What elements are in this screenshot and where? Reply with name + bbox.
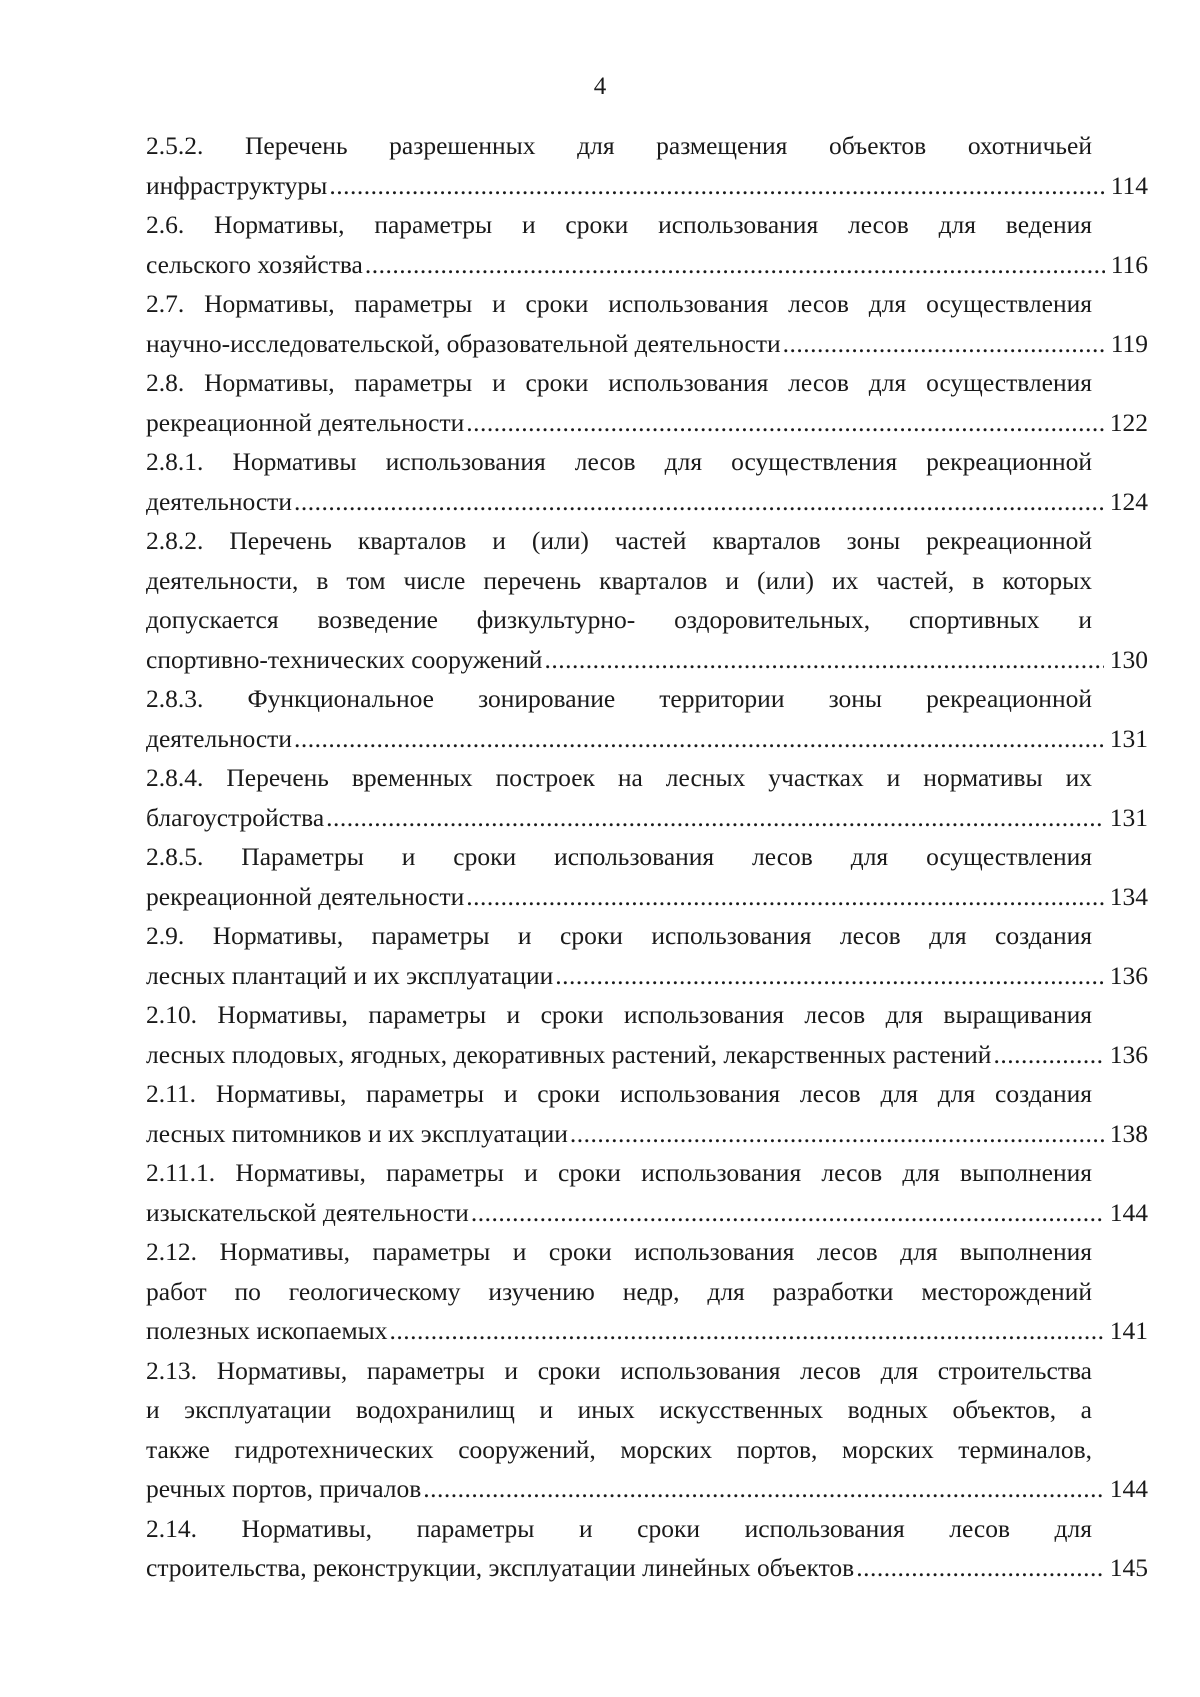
toc-entry-last-line (146, 640, 1148, 680)
toc-entry[interactable] (146, 126, 1148, 205)
page-number: 4 (593, 73, 607, 100)
dot-leader (471, 1193, 1104, 1233)
toc-entry-last-line (146, 1548, 1148, 1588)
toc-entry-title-end: деятельности (146, 723, 292, 753)
toc-entry[interactable] (146, 758, 1148, 837)
toc-entry-last-line (146, 1035, 1148, 1075)
dot-leader (390, 1311, 1104, 1351)
toc-entry-last-line (146, 324, 1148, 364)
toc-entry-title-end: деятельности (146, 486, 292, 516)
toc-entry-title-end: лесных питомников и их эксплуатации (146, 1118, 568, 1148)
toc-entry-title-end: благоустройства (146, 802, 325, 832)
toc-page-number: 138 (1109, 1118, 1148, 1148)
dot-leader (993, 1035, 1103, 1075)
toc-entry-title-end: спортивно-технических сооружений (146, 644, 543, 674)
toc-entry-line: 2.8. Нормативы, параметры и сроки использования лесов для осуществления (146, 368, 1092, 397)
toc-entry[interactable] (146, 1509, 1148, 1588)
toc-page-number: 131 (1109, 802, 1148, 832)
toc-entry-line: 2.8.5. Параметры и сроки использования лесов для осуществления (146, 842, 1092, 871)
toc-entry-last-line (146, 482, 1148, 522)
toc-entry[interactable] (146, 1232, 1148, 1351)
toc-page-number: 130 (1109, 644, 1148, 674)
toc-entry-line: 2.8.2. Перечень кварталов и (или) частей кварталов зоны рекреационной (146, 526, 1092, 555)
toc-entry-line: 2.14. Нормативы, параметры и сроки использования лесов для (146, 1513, 1092, 1543)
toc-entry-line: работ по геологическому изучению недр, для разработки месторождений (146, 1276, 1092, 1306)
toc-page-number: 136 (1109, 1039, 1148, 1069)
toc-entry-last-line (146, 245, 1148, 285)
toc-entry[interactable] (146, 442, 1148, 521)
toc-entry-line: 2.10. Нормативы, параметры и сроки использования лесов для выращивания (146, 1000, 1092, 1029)
toc-entry-title-end: речных портов, причалов (146, 1474, 422, 1503)
toc-entry-title-end: инфраструктуры (146, 170, 328, 200)
toc-entry-line: 2.13. Нормативы, параметры и сроки использования лесов для строительства (146, 1355, 1092, 1385)
toc-entry-line: 2.11. Нормативы, параметры и сроки использования лесов для для создания (146, 1079, 1092, 1108)
toc-entry-last-line (146, 403, 1148, 443)
toc-entry-title-end: полезных ископаемых (146, 1316, 388, 1345)
dot-leader (466, 877, 1104, 917)
toc-entry-title-end: лесных плодовых, ягодных, декоративных растений, лекарственных растений (146, 1039, 992, 1069)
toc-entry-line: 2.9. Нормативы, параметры и сроки использования лесов для создания (146, 921, 1092, 950)
toc-page-number: 119 (1110, 328, 1148, 358)
toc-entry-last-line (146, 166, 1148, 206)
toc-entry[interactable] (146, 1153, 1148, 1232)
toc-entry-line: 2.7. Нормативы, параметры и сроки использования лесов для осуществления (146, 289, 1092, 318)
toc-entry-title-end: изыскательской деятельности (146, 1197, 469, 1227)
toc-entry[interactable] (146, 205, 1148, 284)
toc-entry-line: и эксплуатации водохранилищ и иных искусственных водных объектов, а (146, 1395, 1092, 1424)
toc-page-number: 136 (1109, 960, 1148, 990)
toc-entry-title-end: строительства, реконструкции, эксплуатации линейных объектов (146, 1553, 855, 1582)
toc-entry-line: также гидротехнических сооружений, морских портов, морских терминалов, (146, 1434, 1092, 1464)
toc-entry-last-line (146, 1114, 1148, 1154)
toc-page-number: 144 (1109, 1197, 1148, 1227)
toc-entry-last-line (146, 1469, 1148, 1509)
dot-leader (856, 1548, 1104, 1588)
dot-leader (555, 956, 1103, 996)
dot-leader (544, 640, 1103, 680)
toc-entry-title-end: рекреационной деятельности (146, 881, 465, 911)
dot-leader (466, 403, 1104, 443)
toc-entry-line: 2.8.4. Перечень временных построек на лесных участках и нормативы их (146, 763, 1092, 792)
toc-entry-title-end: научно-исследовательской, образовательной деятельности (146, 328, 781, 358)
toc-entry-line: 2.5.2. Перечень разрешенных для размещения объектов охотничьей (146, 131, 1092, 160)
dot-leader (294, 719, 1104, 759)
toc-entry-last-line (146, 719, 1148, 759)
toc-page-number: 134 (1109, 881, 1148, 911)
toc-page-number: 144 (1109, 1474, 1148, 1503)
toc-page-number: 141 (1109, 1316, 1148, 1345)
toc-page-number: 116 (1110, 249, 1148, 279)
toc-entry[interactable] (146, 1074, 1148, 1153)
dot-leader (365, 245, 1105, 285)
toc-page-number: 131 (1109, 723, 1148, 753)
dot-leader (294, 482, 1104, 522)
toc-entry-line: 2.8.1. Нормативы использования лесов для осуществления рекреационной (146, 447, 1092, 476)
toc-page-number: 114 (1110, 170, 1148, 200)
toc-entry-line: 2.6. Нормативы, параметры и сроки использования лесов для ведения (146, 210, 1092, 239)
toc-entry[interactable] (146, 363, 1148, 442)
toc-entry-last-line (146, 1193, 1148, 1233)
toc-entry[interactable] (146, 916, 1148, 995)
toc-entry[interactable] (146, 837, 1148, 916)
table-of-contents (146, 126, 1148, 1588)
dot-leader (329, 166, 1104, 206)
toc-entry[interactable] (146, 995, 1148, 1074)
toc-page-number: 124 (1109, 486, 1148, 516)
toc-page-number: 145 (1109, 1553, 1148, 1582)
dot-leader (326, 798, 1104, 838)
dot-leader (423, 1469, 1104, 1509)
toc-entry-line: допускается возведение физкультурно- оздоровительных, спортивных и (146, 605, 1092, 634)
toc-entry-title-end: рекреационной деятельности (146, 407, 465, 437)
toc-entry-line: 2.8.3. Функциональное зонирование территории зоны рекреационной (146, 684, 1092, 713)
toc-entry[interactable] (146, 1351, 1148, 1509)
toc-entry-last-line (146, 1311, 1148, 1351)
toc-entry[interactable] (146, 284, 1148, 363)
toc-entry-last-line (146, 956, 1148, 996)
dot-leader (783, 324, 1105, 364)
toc-entry[interactable] (146, 521, 1148, 679)
dot-leader (570, 1114, 1104, 1154)
toc-entry[interactable] (146, 679, 1148, 758)
toc-entry-line: 2.12. Нормативы, параметры и сроки использования лесов для выполнения (146, 1237, 1092, 1266)
toc-entry-line: 2.11.1. Нормативы, параметры и сроки использования лесов для выполнения (146, 1158, 1092, 1187)
toc-page-number: 122 (1109, 407, 1148, 437)
toc-entry-title-end: лесных плантаций и их эксплуатации (146, 960, 554, 990)
toc-entry-last-line (146, 877, 1148, 917)
toc-entry-line: деятельности, в том числе перечень кварталов и (или) их частей, в которых (146, 565, 1092, 595)
toc-entry-title-end: сельского хозяйства (146, 249, 363, 279)
toc-entry-last-line (146, 798, 1148, 838)
